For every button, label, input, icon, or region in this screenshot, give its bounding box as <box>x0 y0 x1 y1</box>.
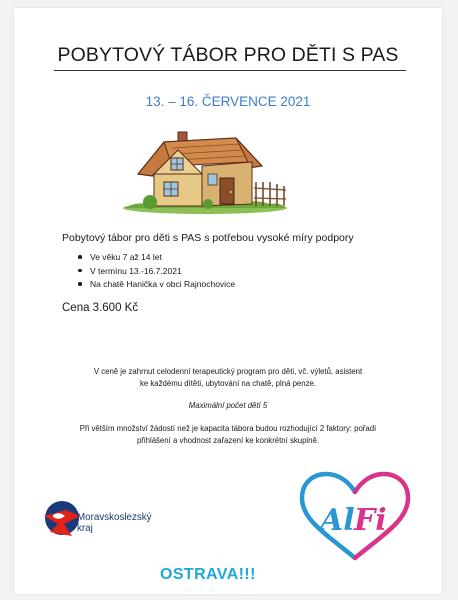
list-item: Na chatě Hanička v obci Rajnochovice <box>76 278 235 292</box>
event-dates: 13. – 16. ČERVENCE 2021 <box>145 94 311 109</box>
camp-description: Pobytový tábor pro děti s PAS s potřebou vysoké míry podpory <box>62 232 354 244</box>
poster-page <box>14 8 442 594</box>
camp-details-list <box>76 251 235 292</box>
included-services-text: V ceně je zahrnut celodenní terapeutický program pro děti, vč. výletů, asistent ke každému dítěti, ubytování na chatě, plná penze. <box>93 367 363 388</box>
title-underline <box>54 70 406 71</box>
max-children-text: Maximální počet dětí 5 <box>188 401 268 410</box>
selection-criteria-text: Při větším množství žádostí než je kapacita tábora budou rozhodující 2 faktory: pořadí přihlášení a vhodnost zařazení ke konkrétní skupině. <box>79 424 377 445</box>
house-illustration <box>120 122 290 214</box>
list-item: V termínu 13.-16.7.2021 <box>76 265 235 279</box>
ostrava-logo: OSTRAVA!!! <box>160 566 256 583</box>
alfi-letters-fi: Fi <box>354 503 387 538</box>
alfi-letters-al: Al <box>320 503 355 538</box>
alfi-logo <box>296 470 414 562</box>
list-item: Ve věku 7 až 14 let <box>76 251 235 265</box>
poster-title: POBYTOVÝ TÁBOR PRO DĚTI S PAS <box>57 44 399 66</box>
camp-price: Cena 3.600 Kč <box>62 302 139 314</box>
region-logo-text: Moravskoslezský kraj <box>77 512 152 534</box>
